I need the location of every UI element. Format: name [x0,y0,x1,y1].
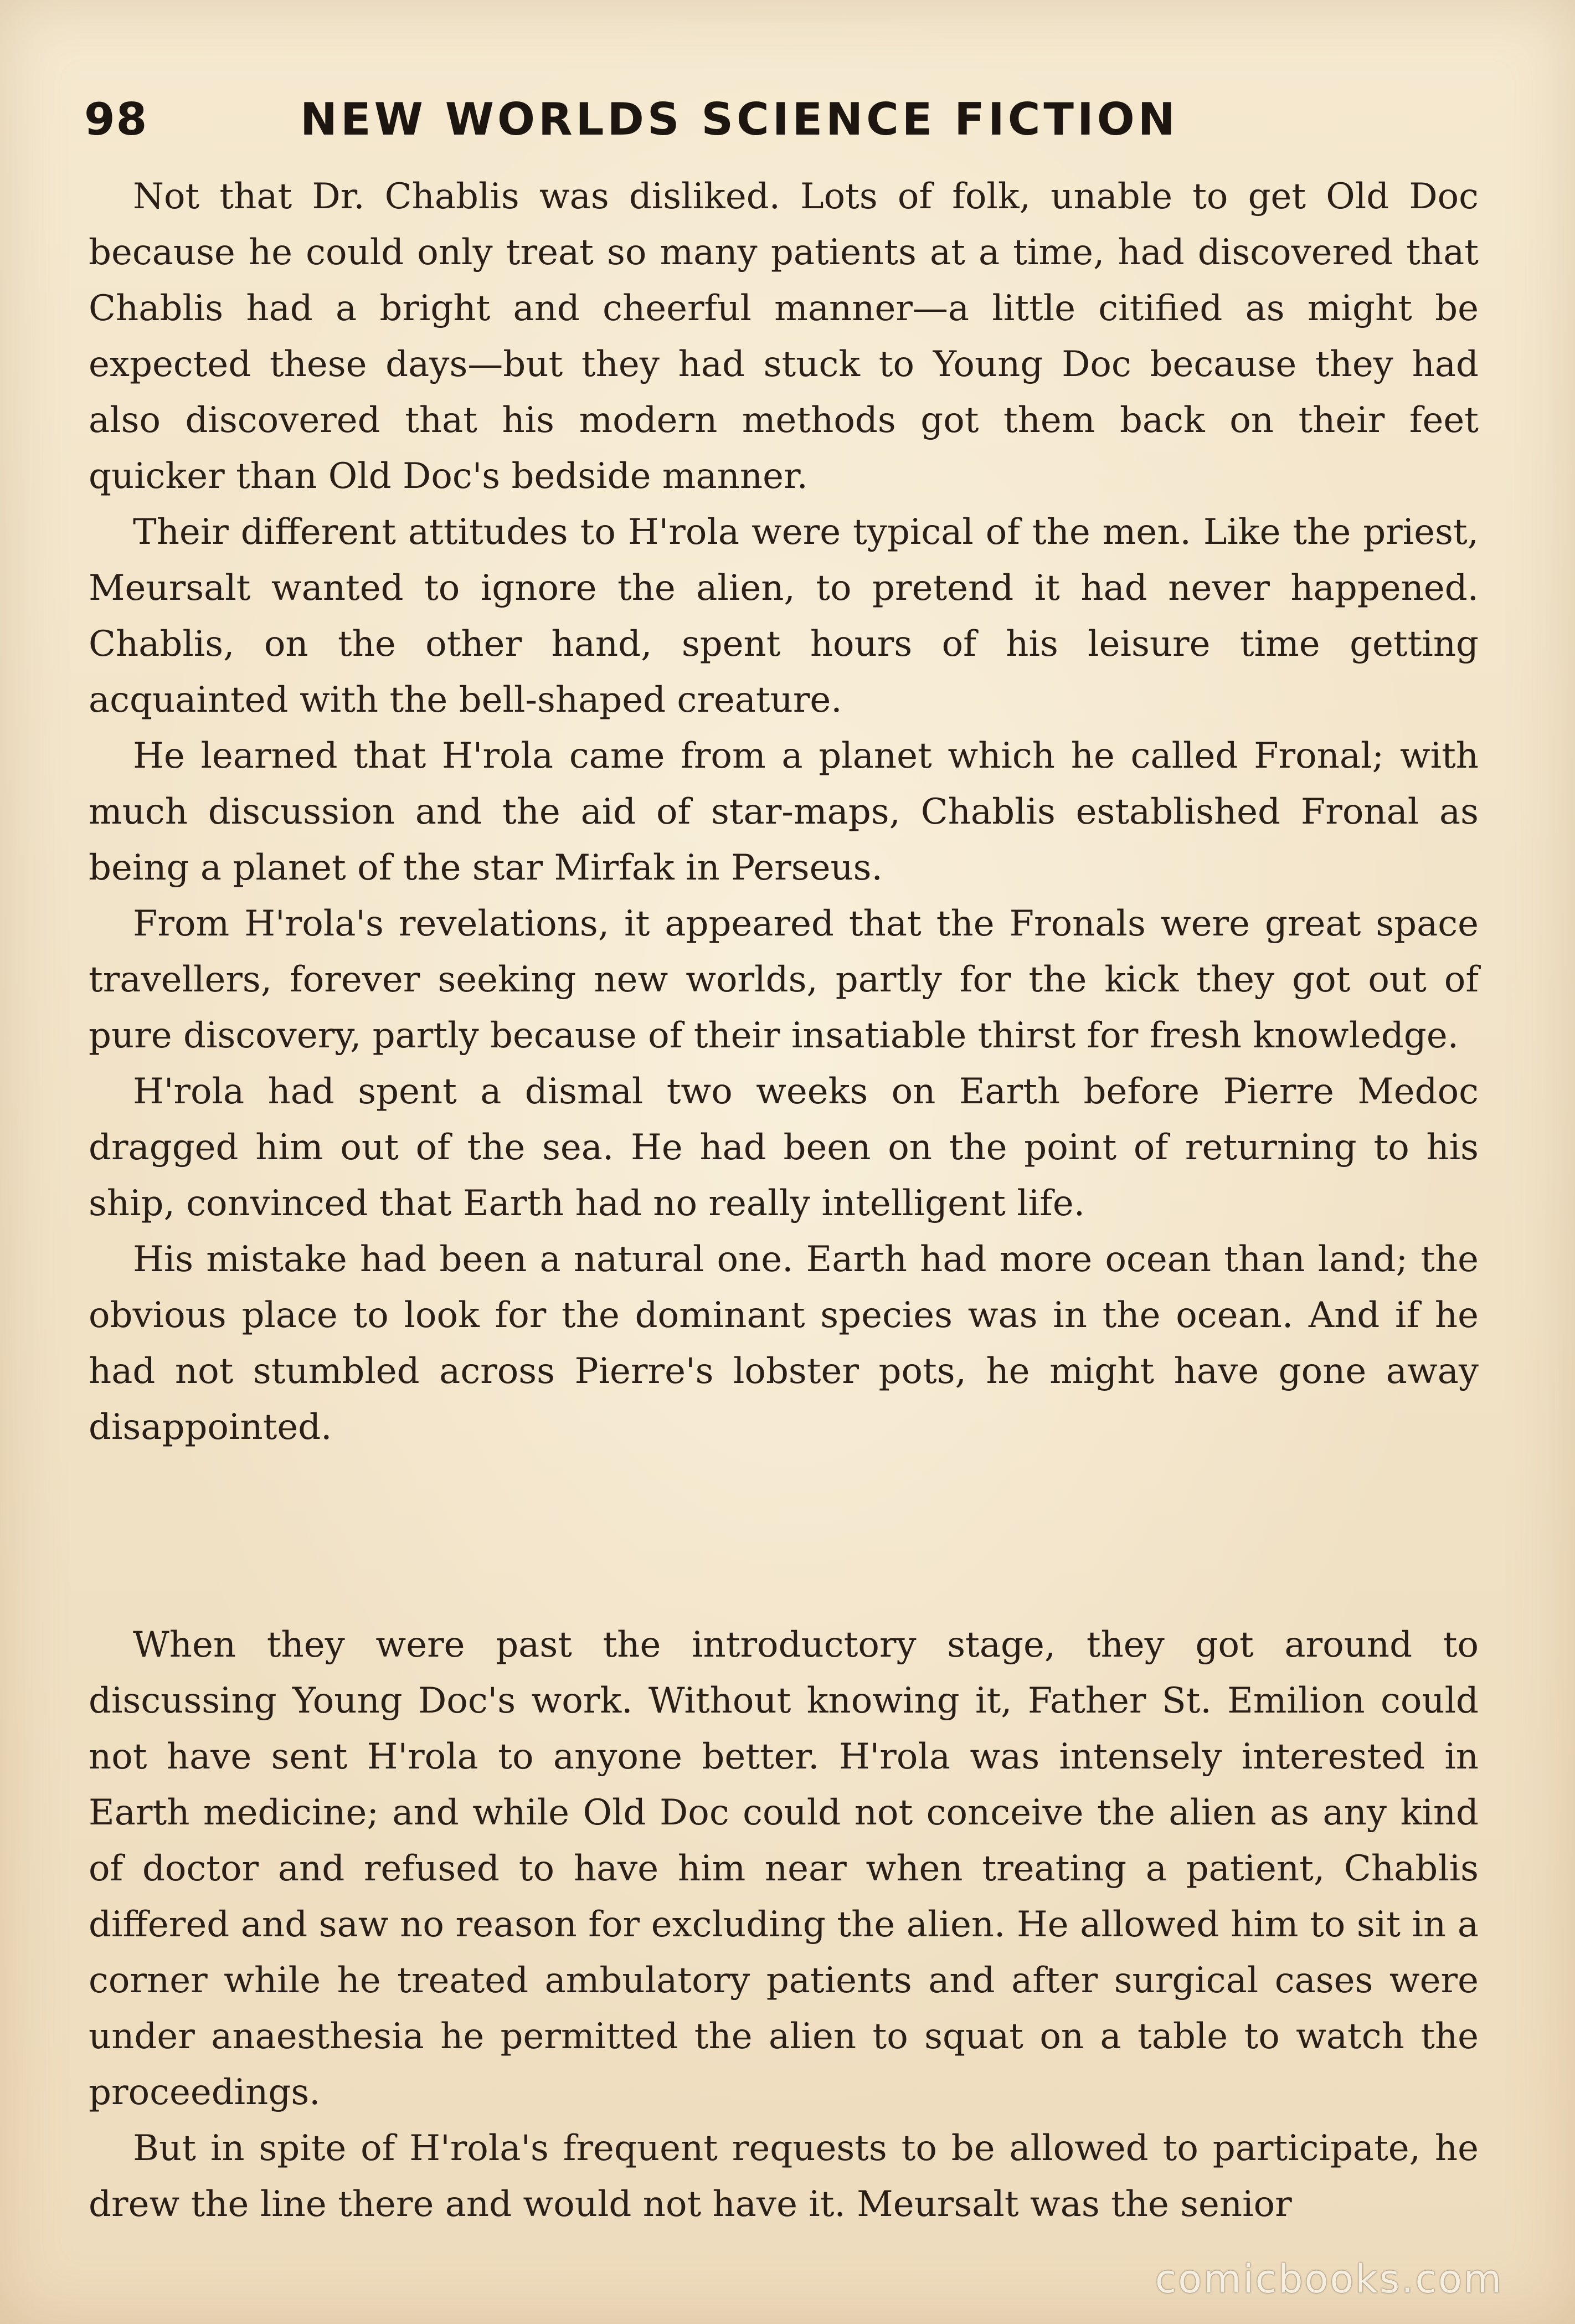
site-watermark: comicbooks.com [1155,2256,1503,2302]
paragraph: When they were past the introductory stage, they got around to discussing Young Doc's work. Without knowing it, Father St. Emilion could not have sent H'rola to anyone better. H'rola was intensely interested in Earth medicine; and while Old Doc could not conceive the alien as any kind of doctor and refused to have him near when treating a patient, Chablis differed and saw no reason for excluding the alien. He allowed him to sit in a corner while he treated ambulatory patients and after surgical cases were under anaesthesia he permitted the alien to squat on a table to watch the proceedings. [89,1624,1479,2113]
paragraph: Not that Dr. Chablis was disliked. Lots of folk, unable to get Old Doc because he could only treat so many patients at a time, had discovered that Chablis had a bright and cheerful manner—a little citified as might be expected these days—but they had stuck to Young Doc because they had also discovered that his modern methods got them back on their feet quicker than Old Doc's bedside manner. [89,176,1479,497]
paragraph: But in spite of H'rola's frequent requests to be allowed to participate, he drew the line there and would not have it. Meursalt was the senior [89,2128,1479,2225]
text-section-one [89,169,1479,1456]
paragraph: His mistake had been a natural one. Earth had more ocean than land; the obvious place to look for the dominant species was in the ocean. And if he had not stumbled across Pierre's lobster pots, he might have gone away disappointed. [89,1239,1479,1448]
page-number: 98 [84,93,148,145]
paragraph: H'rola had spent a dismal two weeks on Earth before Pierre Medoc dragged him out of the sea. He had been on the point of returning to his ship, convinced that Earth had no really intelligent life. [89,1071,1479,1224]
paragraph: He learned that H'rola came from a planet which he called Fronal; with much discussion and the aid of star-maps, Chablis established Fronal as being a planet of the star Mirfak in Perseus. [89,736,1479,888]
magazine-title: NEW WORLDS SCIENCE FICTION [300,93,1178,145]
paragraph: Their different attitudes to H'rola were typical of the men. Like the priest, Meursalt wanted to ignore the alien, to pretend it had never happened. Chablis, on the other hand, spent hours of his leisure time getting acquainted with the bell-shaped creature. [89,512,1479,721]
paragraph: From H'rola's revelations, it appeared that the Fronals were great space travellers, forever seeking new worlds, partly for the kick they got out of pure discovery, partly because of their insatiable thirst for fresh knowledge. [89,903,1479,1056]
text-section-two [89,1617,1479,2233]
running-head [84,89,1491,150]
